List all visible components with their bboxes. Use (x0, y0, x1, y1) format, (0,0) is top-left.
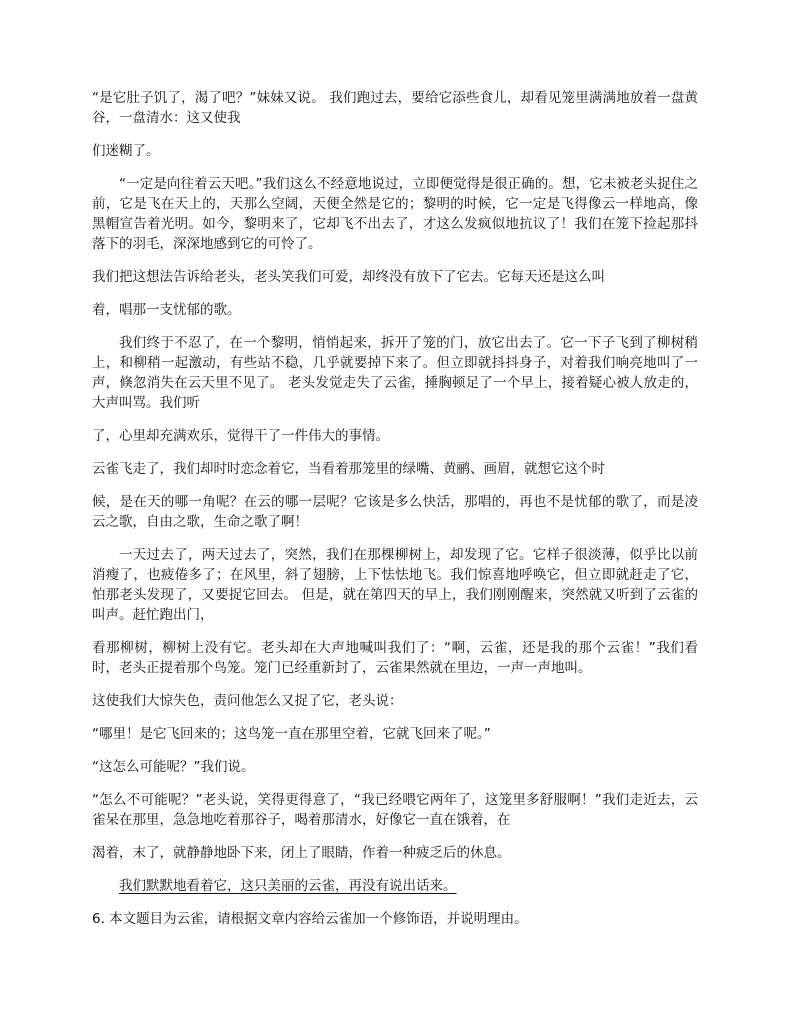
paragraph-4: 我们把这想法告诉给老头，老头笑我们可爱，却终没有放下了它去。它每天还是这么叫 (92, 269, 605, 285)
paragraph-14: “这怎么可能呢？”我们说。 (92, 759, 255, 775)
underlined-sentence: 我们默默地看着它，这只美丽的云雀，再没有说出话来。 (119, 878, 457, 894)
paragraph-15: “怎么不可能呢？”老头说，笑得更得意了，“我已经喂它两年了，这笼里多舒服啊！”我们走近去，云雀呆在那里，急急地吃着那谷子，喝着那清水，好像它一直在饿着，在 (92, 792, 698, 828)
document-page (92, 88, 698, 929)
paragraph-17-underlined (92, 876, 698, 896)
paragraph-10: 一天过去了，两天过去了，突然，我们在那棵柳树上，却发现了它。它样子很淡薄，似乎比以前消瘦了，也疲倦多了；在风里，斜了翅膀，上下怯怯地飞。我们惊喜地呼唤它，但立即就赶走了它，怕那老头发现了，又要捉它回去。 但是，就在第四天的早上，我们刚刚醒来，突然就又听到了云雀的叫声。赶忙跑出门， (92, 547, 698, 623)
paragraph-11: 看那柳树，柳树上没有它。老头却在大声地喊叫我们了：“啊，云雀，还是我的那个云雀！”我们看时，老头正提着那个鸟笼。笼门已经重新封了，云雀果然就在里边，一声一声地叫。 (92, 640, 698, 676)
paragraph-12: 这使我们大惊失色，责问他怎么又捉了它，老头说： (92, 693, 403, 709)
paragraph-6: 我们终于不忍了，在一个黎明，悄悄起来，拆开了笼的门，放它出去了。它一下子飞到了柳树稍上，和柳稍一起激动，有些站不稳，几乎就要掉下来了。但立即就抖抖身子，对着我们响亮地叫了一声，倏忽消失在云天里不见了。 老头发觉走失了云雀，捶胸顿足了一个早上，接着疑心被人放走的，大声叫骂。我们听 (92, 335, 698, 411)
paragraph-3: “一定是向往着云天吧。”我们这么不经意地说过，立即便觉得是很正确的。想，它未被老头捉住之前，它是飞在天上的，天那么空阔，天便全然是它的；黎明的时候，它一定是飞得像云一样地高，像黑帽宣告着光明。如今，黎明来了，它却飞不出去了，才这么发疯似地抗议了！我们在笼下捡起那抖落下的羽毛，深深地感到它的可怜了。 (92, 176, 698, 252)
paragraph-8: 云雀飞走了，我们却时时恋念着它，当看着那笼里的绿嘴、黄鹂、画眉，就想它这个时 (92, 461, 605, 477)
paragraph-16: 渴着，末了，就静静地卧下来，闭上了眼睛，作着一种疲乏后的休息。 (92, 845, 511, 861)
paragraph-9: 候，是在天的哪一角呢？在云的哪一层呢？它该是多么快活，那唱的，再也不是忧郁的歌了，而是凌云之歌，自由之歌，生命之歌了啊！ (92, 494, 698, 530)
paragraph-7: 了，心里却充满欢乐，觉得干了一件伟大的事情。 (92, 428, 389, 444)
question-6: 6. 本文题目为云雀，请根据文章内容给云雀加一个修饰语，并说明理由。 (92, 911, 528, 927)
paragraph-5: 着，唱那一支忧郁的歌。 (92, 302, 241, 318)
paragraph-13: “哪里！是它飞回来的；这鸟笼一直在那里空着，它就飞回来了呢。” (92, 726, 491, 742)
paragraph-1: “是它肚子饥了，渴了吧？”妹妹又说。 我们跑过去，要给它添些食儿，却看见笼里满满地放着一盘黄谷，一盘清水：这又使我 (92, 90, 698, 126)
paragraph-2: 们迷糊了。 (92, 143, 160, 159)
